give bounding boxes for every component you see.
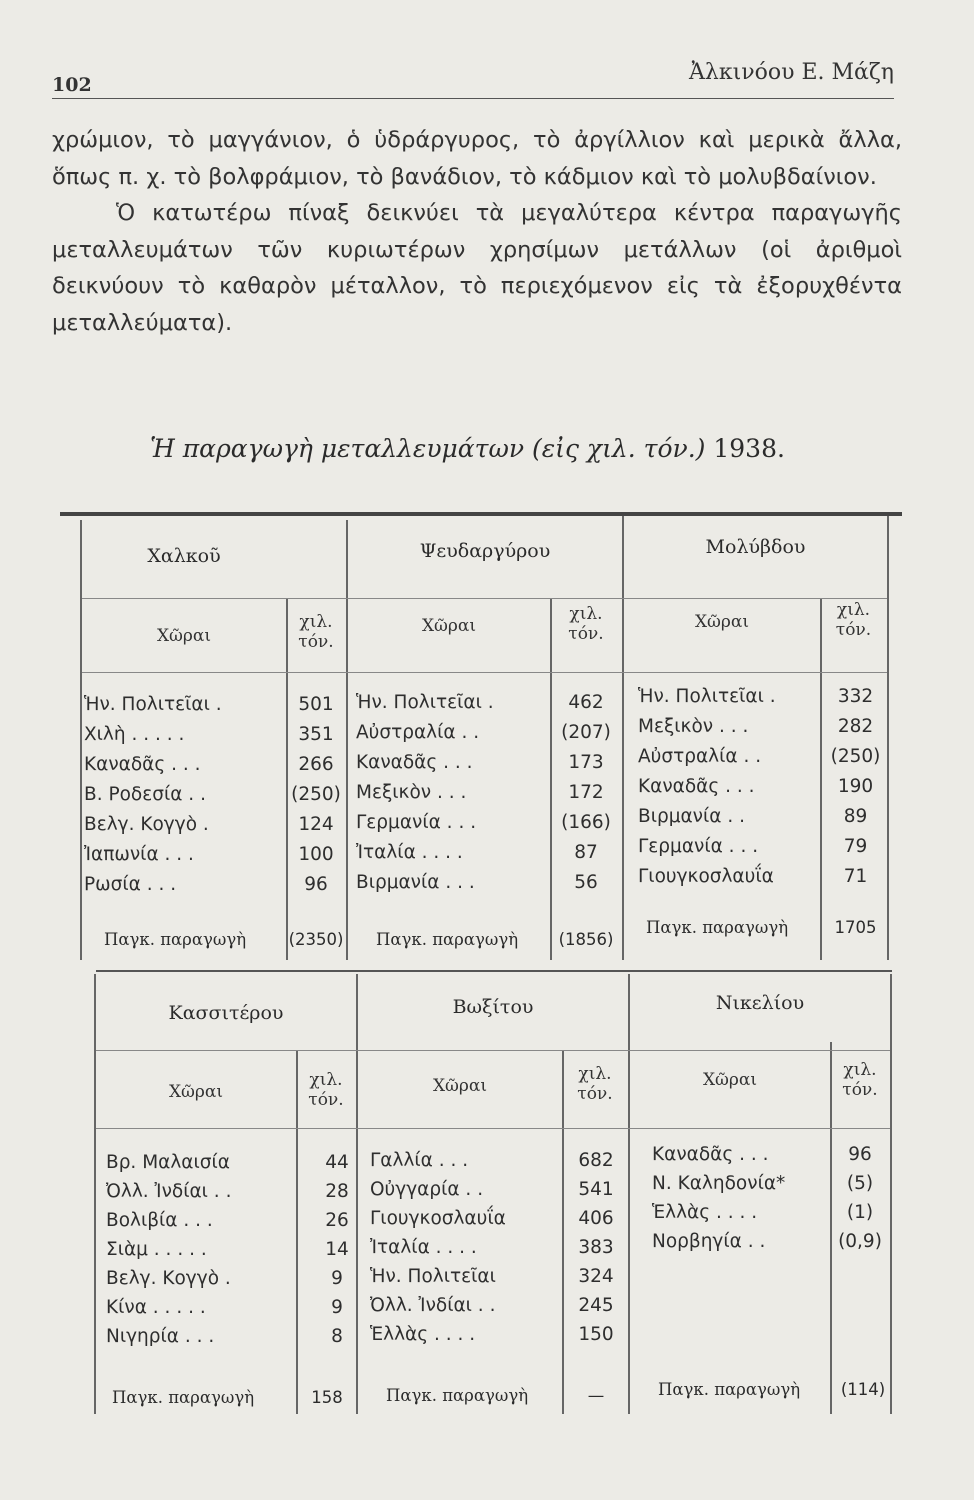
metal-heading-zinc: Ψευδαργύρου <box>419 540 551 562</box>
table-row: Βελγ. Κογγὸ . 124 <box>84 814 334 835</box>
copper-rows <box>84 690 346 900</box>
table-row: Βιρμανία . . . 56 <box>356 872 598 893</box>
metal-heading-bauxite: Βωξίτου <box>452 996 534 1018</box>
unit-line-1: χιλ. <box>578 1064 612 1084</box>
table-row: Ἡν. Πολιτεῖαι . 462 <box>356 692 604 713</box>
table-row: Γιουγκοσλαυΐα 406 <box>370 1208 614 1229</box>
unit-line-2: τόν. <box>577 1084 613 1104</box>
table-row: Αὐστραλία . . (250) <box>638 746 881 767</box>
bauxite-rows <box>370 1146 628 1349</box>
page-header <box>52 60 894 100</box>
table-row: Ν. Καληδονία* (5) <box>652 1173 874 1194</box>
column-header-unit <box>296 1070 356 1110</box>
zinc-total: Παγκ. παραγωγὴ (1856) <box>376 930 614 949</box>
table-row: Βολιβία . . . 26 <box>106 1210 349 1231</box>
running-head: Ἀλκινόου Ε. Μάζη <box>689 60 894 85</box>
nickel-rows <box>652 1140 890 1256</box>
nickel-total: Παγκ. παραγωγὴ (114) <box>658 1380 886 1399</box>
table-row: Βρ. Μαλαισία 44 <box>106 1152 349 1173</box>
table-row: Μεξικὸν . . . 282 <box>638 716 874 737</box>
table-row: Καναδᾶς . . . 266 <box>84 754 334 775</box>
column-header-unit <box>820 600 887 640</box>
grid-line <box>82 672 887 673</box>
tin-rows <box>106 1148 356 1351</box>
table-row: Ἑλλὰς . . . . (1) <box>652 1202 874 1223</box>
table-row: Καναδᾶς . . . 96 <box>652 1144 872 1165</box>
grid-line <box>887 516 889 960</box>
table-row: Γαλλία . . . 682 <box>370 1150 614 1171</box>
bauxite-total: Παγκ. παραγωγὴ — <box>386 1386 605 1405</box>
grid-line <box>346 520 348 960</box>
table-row: Γερμανία . . . 79 <box>638 836 868 857</box>
paragraph-1: χρώμιον, τὸ μαγγάνιον, ὁ ὑδράργυρος, τὸ ἀργίλλιον καὶ μερικὰ ἄλλα, ὅπως π. χ. τὸ βολφράμιον, τὸ βανάδιον, τὸ κάδμιον καὶ τὸ μολυβδαίνιον. <box>52 127 902 190</box>
table-row: Γερμανία . . . (166) <box>356 812 611 833</box>
column-header-countries: Χῶραι <box>156 626 212 646</box>
unit-line-1: χιλ. <box>569 604 603 624</box>
column-header-countries: Χῶραι <box>432 1076 488 1096</box>
table-row: Γιουγκοσλαυΐα 71 <box>638 866 868 887</box>
table-row: Β. Ροδεσία . . (250) <box>84 784 341 805</box>
column-header-unit <box>830 1060 890 1100</box>
column-header-countries: Χῶραι <box>694 612 750 632</box>
table-row: Κίνα . . . . . 9 <box>106 1297 343 1318</box>
grid-line <box>890 974 892 1414</box>
grid-line <box>96 1050 890 1051</box>
grid-line <box>82 598 887 599</box>
table-row: Ἑλλὰς . . . . 150 <box>370 1324 614 1345</box>
table-title-text: Ἡ παραγωγὴ μεταλλευμάτων (εἰς χιλ. τόν.) <box>150 434 706 463</box>
paragraph-2: Ὁ κατωτέρω πίναξ δεικνύει τὰ μεγαλύτερα κέντρα παραγωγῆς μεταλλευμάτων τῶν κυριωτέρων χρησίμων μετάλλων (οἱ ἀριθμοὶ δεικνύουν τὸ καθαρὸν μέταλλον, τὸ περιεχόμενον εἰς τὰ ἐξορυχθέντα μεταλλεύματα). <box>52 200 902 336</box>
table-row: Βελγ. Κογγὸ . 9 <box>106 1268 343 1289</box>
unit-line-1: χιλ. <box>843 1060 877 1080</box>
table-top-rule <box>60 512 902 516</box>
table-row: Σιὰμ . . . . . 14 <box>106 1239 349 1260</box>
table-row: Ρωσία . . . 96 <box>84 874 328 895</box>
body-text <box>52 122 902 341</box>
column-header-countries: Χῶραι <box>168 1082 224 1102</box>
lead-rows <box>638 682 887 892</box>
metal-heading-copper: Χαλκοῦ <box>147 545 221 567</box>
table-title <box>150 434 850 463</box>
table-row: Καναδᾶς . . . 173 <box>356 752 604 773</box>
unit-line-2: τόν. <box>842 1080 878 1100</box>
table-row: Μεξικὸν . . . 172 <box>356 782 604 803</box>
unit-line-2: τόν. <box>298 632 334 652</box>
table-row: Ἰταλία . . . . 383 <box>370 1237 614 1258</box>
column-header-unit <box>562 1064 628 1104</box>
table-title-year: 1938. <box>713 434 785 463</box>
lead-total: Παγκ. παραγωγὴ 1705 <box>646 918 877 937</box>
table-row: Καναδᾶς . . . 190 <box>638 776 874 797</box>
table-row: Βιρμανία . . 89 <box>638 806 868 827</box>
table-row: Ὀλλ. Ἰνδίαι . . 28 <box>106 1181 349 1202</box>
table-row: Ὀλλ. Ἰνδίαι . . 245 <box>370 1295 614 1316</box>
table-row: Οὐγγαρία . . 541 <box>370 1179 614 1200</box>
table-row: Νιγηρία . . . 8 <box>106 1326 343 1347</box>
unit-line-1: χιλ. <box>309 1070 343 1090</box>
grid-line <box>94 974 96 1414</box>
page-number: 102 <box>52 74 92 96</box>
grid-line <box>96 1128 890 1129</box>
table-row: Ἰταλία . . . . 87 <box>356 842 598 863</box>
metal-heading-tin: Κασσιτέρου <box>168 1002 284 1024</box>
column-header-countries: Χῶραι <box>702 1070 758 1090</box>
column-header-unit <box>286 612 346 652</box>
header-rule <box>52 98 894 99</box>
unit-line-2: τόν. <box>308 1090 344 1110</box>
column-header-unit <box>550 604 622 644</box>
tin-total: Παγκ. παραγωγὴ 158 <box>112 1388 343 1407</box>
grid-line <box>80 520 82 960</box>
metal-heading-lead: Μολύβδου <box>705 536 806 558</box>
unit-line-2: τόν. <box>835 620 872 640</box>
table-row: Χιλὴ . . . . . 351 <box>84 724 334 745</box>
unit-line-2: τόν. <box>568 624 604 644</box>
table-row: Ἡν. Πολιτεῖαι 324 <box>370 1266 614 1287</box>
metal-heading-nickel: Νικελίου <box>715 992 805 1014</box>
table-row: Νορβηγία . . (0,9) <box>652 1231 882 1252</box>
table-row: Ἡν. Πολιτεῖαι . 332 <box>638 686 874 707</box>
table-middle-rule <box>96 970 892 972</box>
table-row: Ἰαπωνία . . . 100 <box>84 844 334 865</box>
unit-line-1: χιλ. <box>836 600 871 620</box>
zinc-rows <box>356 688 622 898</box>
column-header-countries: Χῶραι <box>421 616 477 636</box>
table-row: Αὐστραλία . . (207) <box>356 722 611 743</box>
copper-total: Παγκ. παραγωγὴ (2350) <box>104 930 344 949</box>
grid-line <box>622 516 624 960</box>
grid-line <box>628 974 630 1414</box>
unit-line-1: χιλ. <box>299 612 333 632</box>
table-row: Ἡν. Πολιτεῖαι . 501 <box>84 694 334 715</box>
